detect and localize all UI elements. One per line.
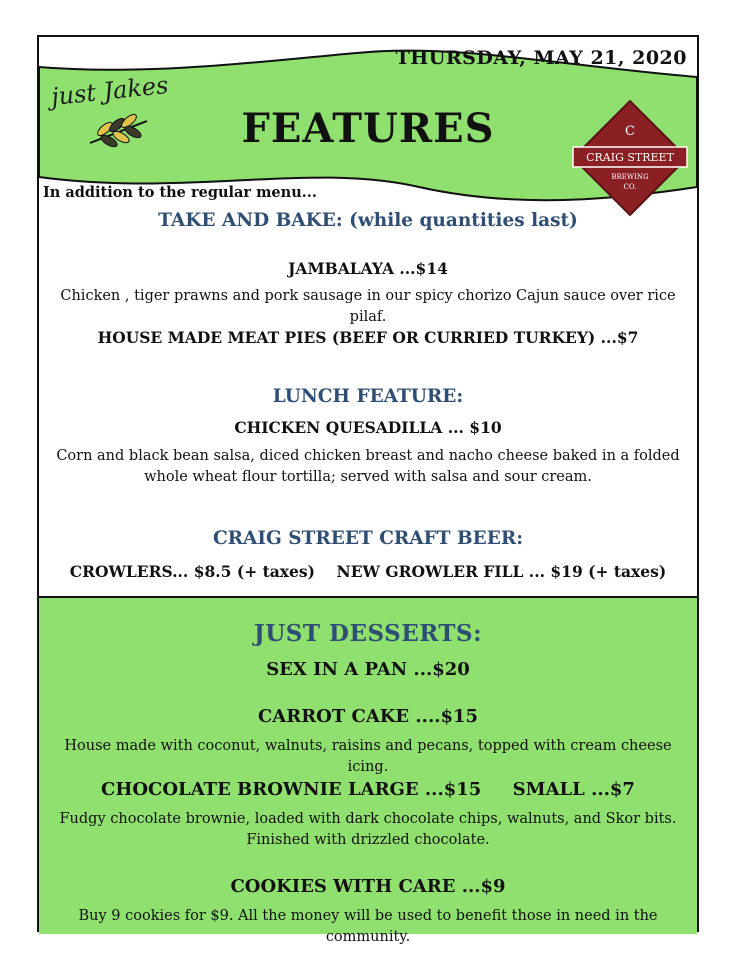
carrot-cake-desc: House made with coconut, walnuts, raisins and pecans, topped with cream cheese icing.	[64, 738, 672, 775]
date-label: THURSDAY, MAY 21, 2020	[395, 47, 687, 69]
quesadilla-desc: Corn and black bean salsa, diced chicken breast and nacho cheese baked in a folded whole wheat flour tortilla; served with salsa and sour cream.	[56, 448, 680, 485]
brownie-large-item: CHOCOLATE BROWNIE LARGE ...$15	[101, 779, 482, 800]
desserts-section	[39, 596, 697, 945]
brownie-line	[39, 779, 697, 800]
jambalaya-desc: Chicken , tiger prawns and pork sausage in our spicy chorizo Cajun sauce over rice pilaf.	[60, 288, 676, 325]
desserts-heading: JUST DESSERTS:	[253, 620, 483, 647]
brew-initial: C	[625, 124, 635, 139]
brew-co: CO.	[623, 183, 637, 191]
quesadilla-item: CHICKEN QUESADILLA ... $10	[234, 418, 502, 437]
brownie-small-item: SMALL ...$7	[512, 779, 635, 800]
menu-frame	[37, 35, 699, 945]
brew-name: CRAIG STREET	[586, 151, 674, 164]
brew-sub: BREWING	[611, 173, 649, 181]
lunch-heading: LUNCH FEATURE:	[272, 386, 464, 407]
beer-heading: CRAIG STREET CRAFT BEER:	[212, 528, 524, 549]
intro-text: In addition to the regular menu...	[43, 184, 317, 201]
carrot-cake-item: CARROT CAKE ....$15	[257, 706, 479, 727]
jambalaya-item: JAMBALAYA ...$14	[288, 259, 448, 278]
sex-in-a-pan-item: SEX IN A PAN ...$20	[266, 659, 470, 680]
crowlers-item: CROWLERS... $8.5 (+ taxes)	[69, 562, 315, 581]
cookies-desc: Buy 9 cookies for $9. All the money will be used to benefit those in need in the community.	[78, 908, 658, 945]
page-title: FEATURES	[241, 105, 495, 152]
craig-street-logo	[571, 99, 689, 217]
cookies-item: COOKIES WITH CARE ...$9	[230, 876, 506, 897]
growler-item: NEW GROWLER FILL ... $19 (+ taxes)	[336, 562, 667, 581]
just-jakes-logo: just Jakes	[49, 70, 170, 112]
beer-line	[39, 562, 697, 581]
meat-pies-item: HOUSE MADE MEAT PIES (BEEF OR CURRIED TURKEY) ...$7	[97, 328, 639, 347]
brownie-desc: Fudgy chocolate brownie, loaded with dark chocolate chips, walnuts, and Skor bits. Finished with drizzled chocolate.	[59, 811, 677, 848]
take-and-bake-heading: TAKE AND BAKE: (while quantities last)	[158, 210, 578, 231]
